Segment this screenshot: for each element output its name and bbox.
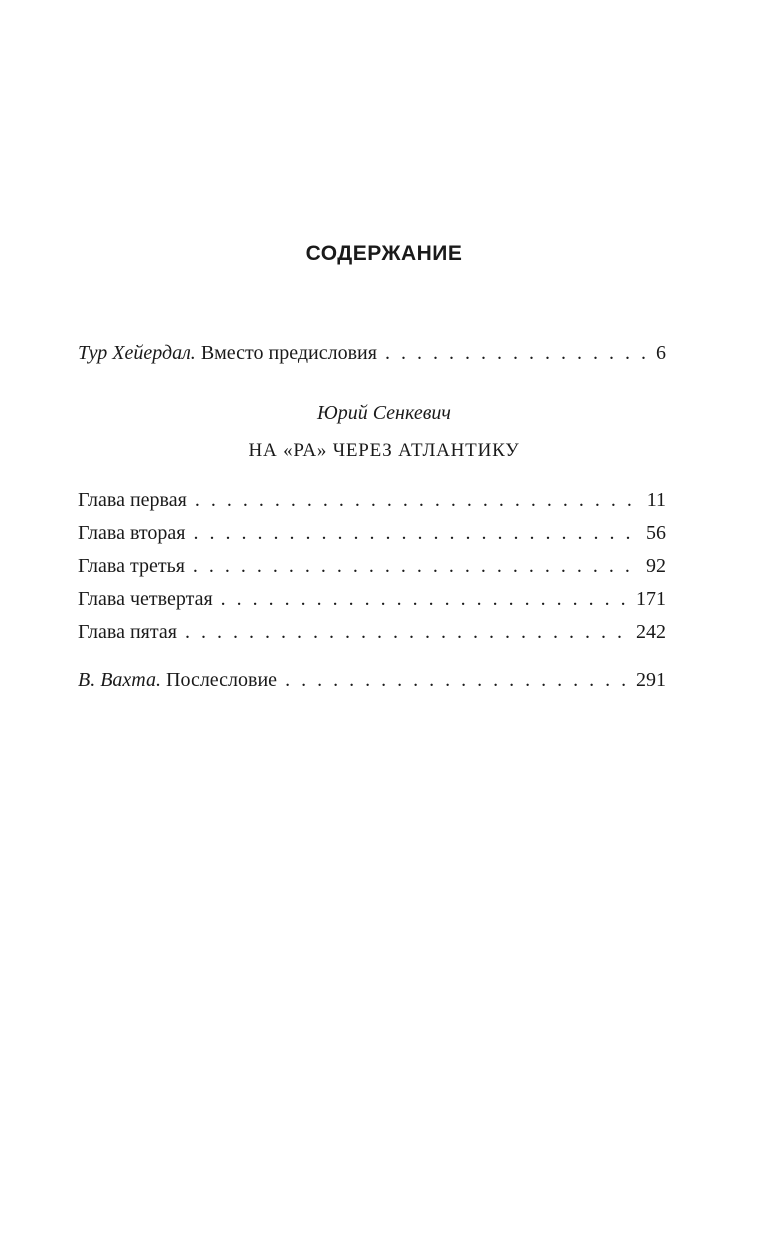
toc-entry-chapter-3[interactable]: [78, 553, 666, 579]
toc-entry-title: Глава первая: [78, 489, 187, 511]
toc-entry-chapter-5[interactable]: [78, 619, 666, 645]
toc-entry-page: 242: [636, 621, 666, 643]
toc-entry-author: Тур Хейердал.: [78, 342, 196, 364]
toc-entry-label: [78, 340, 377, 366]
dot-leader: [195, 487, 641, 513]
toc-entry-title: Глава пятая: [78, 621, 177, 643]
toc-entry-page: 56: [646, 522, 666, 544]
dot-leader: [221, 586, 630, 612]
toc-entry-preface[interactable]: [78, 340, 666, 366]
toc-entry-page: 171: [636, 588, 666, 610]
toc-entry-page: 6: [656, 342, 666, 364]
toc-entry-label: [78, 667, 277, 693]
dot-leader: [285, 667, 630, 693]
section-author: Юрий Сенкевич: [317, 402, 451, 424]
toc-entry-page: 11: [646, 489, 666, 511]
section-title: НА «РА» ЧЕРЕЗ АТЛАНТИКУ: [248, 440, 520, 461]
toc-entry-title: Глава третья: [78, 555, 185, 577]
toc-entry-page: 92: [646, 555, 666, 577]
dot-leader: [193, 520, 640, 546]
toc-entry-author: В. Вахта.: [78, 669, 161, 691]
dot-leader: [193, 553, 640, 579]
toc-entry-page: 291: [636, 669, 666, 691]
toc-entry-title: Послесловие: [166, 669, 278, 691]
toc-entry-chapter-2[interactable]: [78, 520, 666, 546]
toc-entry-chapter-1[interactable]: [78, 487, 666, 513]
dot-leader: [185, 619, 630, 645]
toc-entry-chapter-4[interactable]: [78, 586, 666, 612]
toc-entry-title: Вместо предисловия: [200, 342, 377, 364]
toc-entry-title: Глава вторая: [78, 522, 186, 544]
toc-entry-afterword[interactable]: [78, 667, 666, 693]
dot-leader: [385, 340, 650, 366]
contents-heading: СОДЕРЖАНИЕ: [305, 242, 463, 265]
toc-entry-title: Глава четвертая: [78, 588, 213, 610]
